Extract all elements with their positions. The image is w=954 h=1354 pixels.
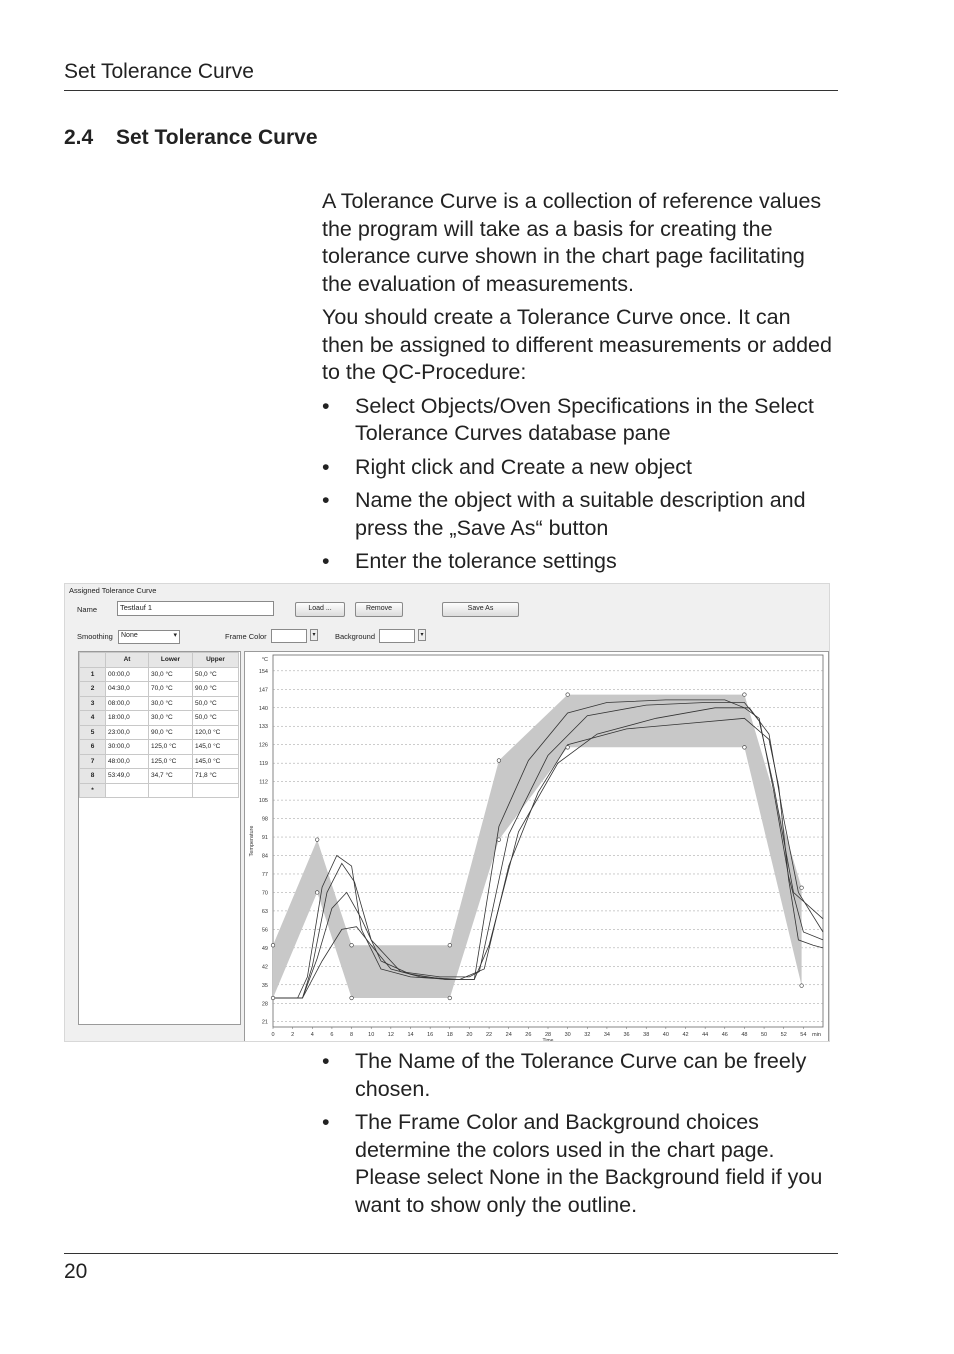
- cell-lower[interactable]: 30,0 °C: [149, 711, 193, 726]
- cell-upper[interactable]: 71,8 °C: [193, 769, 239, 784]
- y-tick-label: 98: [261, 816, 268, 823]
- cell-at[interactable]: 23:00,0: [106, 725, 149, 740]
- cell-upper[interactable]: 145,0 °C: [193, 740, 239, 755]
- cell-upper[interactable]: 145,0 °C: [193, 754, 239, 769]
- name-field[interactable]: Testlauf 1: [117, 601, 274, 616]
- cell-at[interactable]: 30:00,0: [106, 740, 149, 755]
- y-tick-label: 42: [261, 964, 268, 971]
- bullet-icon: •: [322, 549, 330, 573]
- x-tick-label: 24: [505, 1032, 512, 1038]
- x-tick-label: 38: [643, 1032, 650, 1038]
- intro-paragraph-1: A Tolerance Curve is a collection of reference values the program will take as a basis for creating the tolerance curve shown in the chart page facilitating the evaluation of measurements.: [322, 189, 822, 296]
- chevron-down-icon: ▾: [173, 632, 177, 639]
- table-row[interactable]: [80, 682, 239, 697]
- tolerance-chart: [244, 651, 829, 1042]
- y-tick-label: 147: [258, 687, 268, 694]
- upper-point: [497, 759, 501, 763]
- cell-at[interactable]: 48:00,0: [106, 754, 149, 769]
- x-tick-label: 4: [310, 1032, 314, 1038]
- cell-upper[interactable]: 50,0 °C: [193, 696, 239, 711]
- frame-color-dropdown[interactable]: [310, 629, 318, 641]
- background-label: Background: [335, 632, 376, 641]
- bullet-text: Name the object with a suitable description and press the „Save As“ button: [355, 488, 806, 540]
- bullet-list-before: [322, 393, 838, 576]
- y-tick-label: 63: [261, 908, 268, 915]
- bullet-text: The Name of the Tolerance Curve can be freely chosen.: [355, 1049, 807, 1101]
- new-row-marker: *: [80, 783, 106, 798]
- x-tick-label: 36: [623, 1032, 630, 1038]
- lower-point: [350, 996, 354, 1000]
- cell-lower[interactable]: 125,0 °C: [149, 740, 193, 755]
- y-tick-label: 49: [261, 945, 268, 952]
- intro-paragraph-2: You should create a Tolerance Curve once. It can then be assigned to different measurements or added to the QC-Procedure:: [322, 305, 832, 384]
- x-tick-label: 44: [702, 1032, 709, 1038]
- y-axis-label: Temperature: [249, 825, 255, 857]
- smoothing-label: Smoothing: [77, 632, 113, 641]
- bullet-icon: •: [322, 1110, 330, 1134]
- x-tick-label: 52: [780, 1032, 787, 1038]
- x-tick-label: 14: [407, 1032, 414, 1038]
- lower-point: [271, 996, 275, 1000]
- column-header-upper[interactable]: Upper: [193, 653, 239, 668]
- x-tick-label: 12: [387, 1032, 394, 1038]
- chevron-down-icon: ▾: [312, 632, 316, 638]
- x-axis-label: Time: [542, 1038, 554, 1042]
- lower-point: [448, 996, 452, 1000]
- tolerance-editor-screenshot: [64, 583, 830, 1042]
- y-tick-label: 140: [258, 705, 268, 712]
- x-tick-label: 2: [291, 1032, 295, 1038]
- table-row[interactable]: [80, 754, 239, 769]
- y-tick-label: 84: [261, 853, 268, 860]
- header-rule: [64, 90, 838, 91]
- cell-at[interactable]: 08:00,0: [106, 696, 149, 711]
- new-row-cell[interactable]: [193, 783, 239, 798]
- bullet-text: Select Objects/Oven Specifications in the Select Tolerance Curves database pane: [355, 393, 814, 445]
- bullet-item: [322, 548, 838, 576]
- cell-upper[interactable]: 50,0 °C: [193, 711, 239, 726]
- x-tick-label: 46: [721, 1032, 728, 1038]
- section-heading: [64, 126, 318, 150]
- lower-point: [497, 838, 501, 842]
- smoothing-value: None: [121, 632, 138, 639]
- bullet-item: [322, 1048, 838, 1103]
- row-header[interactable]: 2: [80, 682, 106, 697]
- cell-lower[interactable]: 70,0 °C: [149, 682, 193, 697]
- page-number: 20: [64, 1260, 88, 1283]
- load-button[interactable]: Load ...: [295, 602, 345, 617]
- tolerance-points-grid[interactable]: [78, 651, 241, 1025]
- row-header[interactable]: 5: [80, 725, 106, 740]
- bullet-item: [322, 454, 838, 482]
- frame-color-swatch[interactable]: [271, 629, 307, 643]
- cell-lower[interactable]: 30,0 °C: [149, 667, 193, 682]
- x-tick-label: 54: [800, 1032, 807, 1038]
- bullet-icon: •: [322, 454, 330, 479]
- bullet-item: [322, 1109, 838, 1219]
- bullet-icon: •: [322, 393, 330, 418]
- row-header[interactable]: 1: [80, 667, 106, 682]
- cell-upper[interactable]: 120,0 °C: [193, 725, 239, 740]
- x-tick-label: 42: [682, 1032, 689, 1038]
- cell-at[interactable]: 18:00,0: [106, 711, 149, 726]
- x-tick-label: 16: [427, 1032, 434, 1038]
- x-tick-label: 30: [564, 1032, 571, 1038]
- y-tick-label: 28: [261, 1001, 268, 1008]
- y-tick-label: 91: [261, 835, 268, 842]
- lower-point: [743, 746, 747, 750]
- table-row[interactable]: [80, 725, 239, 740]
- table-row[interactable]: [80, 769, 239, 784]
- x-tick-label: 22: [486, 1032, 493, 1038]
- bullet-text: Right click and Create a new object: [355, 454, 693, 479]
- y-tick-label: 56: [261, 927, 268, 934]
- chart-svg: [245, 652, 828, 1042]
- y-tick-label: 105: [258, 798, 268, 805]
- column-header-lower[interactable]: Lower: [149, 653, 193, 668]
- y-tick-label: 77: [261, 871, 268, 878]
- x-tick-label: 40: [662, 1032, 669, 1038]
- table-row[interactable]: [80, 740, 239, 755]
- x-tick-label: 28: [544, 1032, 552, 1038]
- column-header-at[interactable]: At: [106, 653, 149, 668]
- background-dropdown[interactable]: [418, 629, 426, 641]
- upper-point: [350, 943, 354, 947]
- cell-lower[interactable]: 90,0 °C: [149, 725, 193, 740]
- bullet-item: [322, 487, 838, 542]
- row-header[interactable]: 6: [80, 740, 106, 755]
- running-head: Set Tolerance Curve: [64, 60, 254, 83]
- background-swatch[interactable]: [379, 629, 415, 643]
- cell-at[interactable]: 53:49,0: [106, 769, 149, 784]
- upper-point: [800, 886, 804, 890]
- cell-lower[interactable]: 125,0 °C: [149, 754, 193, 769]
- cell-lower[interactable]: 30,0 °C: [149, 696, 193, 711]
- x-tick-label: 8: [350, 1032, 354, 1038]
- lower-point: [800, 984, 804, 988]
- upper-point: [315, 838, 319, 842]
- y-tick-label: 119: [259, 761, 268, 768]
- frame-color-label: Frame Color: [225, 632, 267, 641]
- row-header[interactable]: 8: [80, 769, 106, 784]
- x-unit-label: min: [812, 1032, 821, 1038]
- group-title: Assigned Tolerance Curve: [69, 586, 157, 595]
- cell-lower[interactable]: 34,7 °C: [149, 769, 193, 784]
- table-row[interactable]: [80, 711, 239, 726]
- save-as-button[interactable]: Save As: [442, 602, 519, 617]
- row-header[interactable]: 7: [80, 754, 106, 769]
- y-tick-label: 35: [261, 982, 268, 989]
- lower-point: [566, 746, 570, 750]
- footer-rule: [64, 1253, 838, 1254]
- x-tick-label: 20: [466, 1032, 473, 1038]
- x-tick-label: 10: [368, 1032, 375, 1038]
- x-tick-label: 26: [525, 1032, 532, 1038]
- corner-header: [80, 653, 106, 668]
- intro-text: [322, 188, 838, 582]
- y-tick-label: 126: [258, 742, 268, 749]
- section-number: 2.4: [64, 126, 94, 149]
- new-row-cell[interactable]: [106, 783, 149, 798]
- x-tick-label: 32: [584, 1032, 591, 1038]
- y-unit-label: °C: [261, 657, 268, 663]
- bullet-item: [322, 393, 838, 448]
- cell-upper[interactable]: 90,0 °C: [193, 682, 239, 697]
- y-tick-label: 21: [261, 1019, 268, 1026]
- cell-upper[interactable]: 50,0 °C: [193, 667, 239, 682]
- x-tick-label: 6: [330, 1032, 334, 1038]
- cell-at[interactable]: 00:00,0: [106, 667, 149, 682]
- y-tick-label: 154: [258, 668, 268, 675]
- x-tick-label: 50: [761, 1032, 768, 1038]
- section-title: Set Tolerance Curve: [116, 126, 318, 149]
- bullet-icon: •: [322, 1049, 330, 1073]
- bullet-text: The Frame Color and Background choices determine the colors used in the chart page. Please select None in the Background field if you want to show only the outline.: [355, 1110, 823, 1217]
- x-tick-label: 34: [603, 1032, 610, 1038]
- upper-point: [566, 693, 570, 697]
- name-label: Name: [77, 605, 98, 614]
- bullet-text: Enter the tolerance settings: [355, 549, 617, 573]
- x-tick-label: 0: [271, 1032, 275, 1038]
- upper-point: [743, 693, 747, 697]
- post-screenshot-text: [322, 1048, 838, 1225]
- smoothing-select[interactable]: [118, 630, 180, 644]
- y-tick-label: 112: [259, 779, 268, 786]
- remove-button[interactable]: Remove: [355, 602, 403, 617]
- chevron-down-icon: ▾: [420, 632, 424, 638]
- new-row[interactable]: [80, 783, 239, 798]
- lower-point: [315, 891, 319, 895]
- new-row-cell[interactable]: [149, 783, 193, 798]
- x-tick-label: 18: [446, 1032, 453, 1038]
- table-row[interactable]: [80, 667, 239, 682]
- upper-point: [271, 943, 275, 947]
- x-tick-label: 48: [741, 1032, 748, 1038]
- table-row[interactable]: [80, 696, 239, 711]
- y-tick-label: 133: [258, 724, 268, 731]
- y-tick-label: 70: [261, 890, 268, 897]
- cell-at[interactable]: 04:30,0: [106, 682, 149, 697]
- row-header[interactable]: 3: [80, 696, 106, 711]
- bullet-list-after: [322, 1048, 838, 1219]
- upper-point: [448, 943, 452, 947]
- bullet-icon: •: [322, 488, 330, 512]
- row-header[interactable]: 4: [80, 711, 106, 726]
